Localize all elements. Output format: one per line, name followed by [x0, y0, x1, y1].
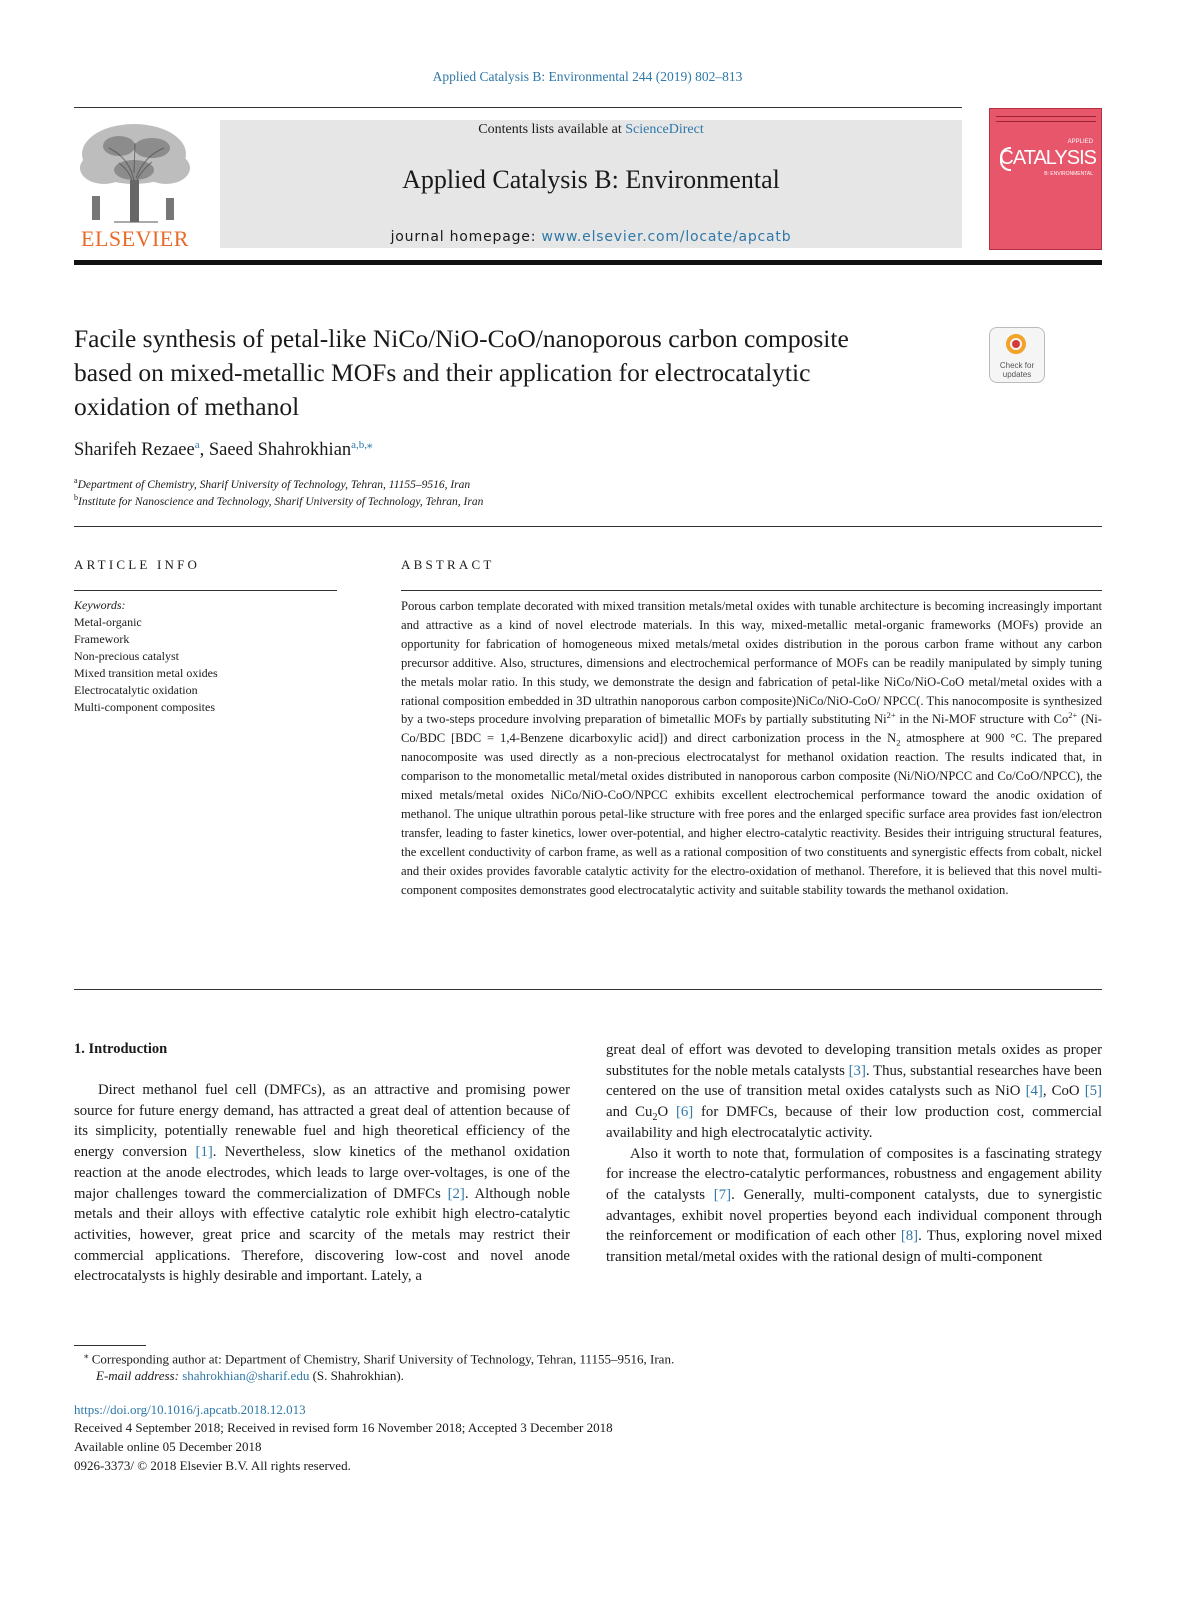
sciencedirect-link[interactable]: ScienceDirect — [625, 122, 704, 137]
keyword: Electrocatalytic oxidation — [74, 683, 198, 697]
check-for-updates-button[interactable] — [989, 327, 1045, 383]
intro-subscript: 2 — [652, 1112, 658, 1124]
doi-link[interactable] — [74, 1402, 306, 1418]
tree-icon — [74, 118, 196, 226]
check-label-1: Check for — [999, 361, 1035, 370]
footnote-rule — [74, 1345, 146, 1346]
title-line-2: based on mixed-metallic MOFs and their application for electrocatalytic — [74, 358, 811, 387]
journal-cover-thumbnail[interactable] — [989, 108, 1102, 250]
intro-text: . Thus, exploring novel mixed transition metal/metal oxides with the rational design of multi-component — [606, 1228, 1103, 1266]
keyword: Mixed transition metal oxides — [74, 666, 218, 680]
intro-text: . Although noble metals and their alloys with effective catalytic role exhibit high electro-catalytic activities, however, great price and scarcity of the metals may restrict their commercial applications. Therefore, discovering low-cost and novel anode electrocatalysts is highly desirable and important. Lately, a — [74, 1185, 570, 1285]
keywords-label: Keywords: — [74, 598, 126, 612]
title-line-1: Facile synthesis of petal-like NiCo/NiO-CoO/nanoporous carbon composite — [74, 324, 849, 353]
ref-link-4[interactable]: [4] — [1025, 1083, 1043, 1100]
intro-paragraph-1 — [74, 1080, 570, 1287]
journal-title: Applied Catalysis B: Environmental — [402, 165, 780, 194]
intro-text: Direct methanol fuel cell (DMFCs), as an attractive and promising power source for future energy demand, has attracted a great deal of attention because of its simplicity, potentially renewable fuel and high theoretical efficiency of the energy conversion — [74, 1082, 570, 1161]
keyword: Framework — [74, 632, 130, 646]
corresponding-star[interactable]: ⁎ — [367, 439, 373, 451]
abstract-heading: ABSTRACT — [401, 557, 495, 572]
cover-subtitle: B: ENVIRONMENTAL — [1044, 171, 1093, 177]
keyword: Multi-component composites — [74, 700, 215, 714]
ref-link-2[interactable]: [2] — [447, 1185, 465, 1202]
article-title — [74, 322, 974, 424]
intro-text: . Nevertheless, slow kinetics of the methanol oxidation reaction at the anode electrodes, which leads to large over-voltages, is one of the major challenges toward the commercialization of DMFCs — [74, 1144, 570, 1202]
corresponding-footnote — [84, 1350, 674, 1367]
intro-text: , CoO — [1042, 1083, 1085, 1100]
abstract-text-3: (Ni-Co/BDC [BDC = 1,4-Benzene dicarboxylic acid]) and direct carbonization process in the N — [401, 712, 1102, 746]
abstract-sup-2: 2+ — [1068, 710, 1078, 721]
cover-title: CATALYSIS — [999, 147, 1096, 169]
copyright: 0926-3373/ © 2018 Elsevier B.V. All rights reserved. — [74, 1458, 351, 1473]
elsevier-tree-logo — [74, 118, 196, 252]
affiliation-a — [74, 476, 470, 491]
header-thick-rule — [74, 260, 1102, 265]
crossmark-center-icon — [1012, 340, 1020, 348]
cover-applied-label: APPLIED — [1067, 139, 1093, 145]
abstract-body — [401, 597, 1102, 900]
abstract-bottom-rule — [74, 989, 1102, 990]
email-suffix: (S. Shahrokhian). — [309, 1368, 404, 1383]
ref-link-7[interactable]: [7] — [713, 1186, 732, 1203]
intro-text: . Generally, multi-component catalysts, due to synergistic advantages, exhibit novel properties beyond each individual component through the reinforcement or modification of each other — [606, 1186, 1102, 1245]
affil-b-label: b — [74, 493, 78, 502]
ref-link-3[interactable]: [3] — [848, 1062, 866, 1079]
ref-link-6[interactable]: [6] — [675, 1104, 694, 1121]
affil-a-text: Department of Chemistry, Sharif University of Technology, Tehran, 11155–9516, Iran — [77, 478, 471, 491]
affil-a-label: a — [74, 476, 78, 485]
keyword: Non-precious catalyst — [74, 649, 179, 663]
author-1-affil[interactable]: a — [194, 439, 200, 451]
abstract-text-2: in the Ni-MOF structure with Co — [895, 712, 1069, 727]
author-1[interactable]: Sharifeh Rezaee — [74, 440, 195, 461]
affiliation-b — [74, 493, 483, 508]
intro-text: . Thus, substantial researches have been centered on the use of transition metal oxides catalysts such as NiO — [606, 1062, 1103, 1100]
author-2[interactable]: Saeed Shahrokhian — [208, 440, 352, 461]
doi-anchor[interactable]: https://doi.org/10.1016/j.apcatb.2018.12.013 — [74, 1402, 306, 1417]
available-online: Available online 05 December 2018 — [74, 1439, 262, 1454]
footnote-star: ⁎ — [84, 1350, 89, 1360]
abstract-text-1: Porous carbon template decorated with mixed transition metals/metal oxides with tunable architecture is becoming increasingly important and attractive as a kind of novel electrode materials. In this way, mixed-metallic metal-organic frameworks (MOFs) provide an opportunity for fabrication of homogeneous mixed metals/metal oxides distribution in the porous carbon frame without any carbon precursor additive. Also, structures, dimensions and electrochemical performance of MOFs can be readily manipulated by simply tuning the metals molar ratio. In this study, we demonstrate the design and fabrication of petal-like NiCo/NiO-CoO metal/metal oxides with a rational composition embedded in 3D ultrathin nanoporous carbon composite)NiCo/NiO-CoO/ NPCC(. This nanocomposite is synthesized by a two-steps procedure involving preparation of bimetallic MOFs by partially substituting Ni — [401, 599, 1102, 727]
email-link[interactable]: shahrokhian@sharif.edu — [182, 1368, 310, 1383]
abstract-sub-1: 2 — [896, 737, 901, 748]
intro-paragraph-continued — [606, 1040, 1102, 1144]
ref-link-8[interactable]: [8] — [900, 1228, 919, 1245]
intro-text: great deal of effort was devoted to developing transition metals oxides as proper substitutes for the noble metals catalysts — [606, 1042, 1102, 1079]
intro-left-column — [74, 1080, 570, 1287]
homepage-link[interactable]: www.elsevier.com/locate/apcatb — [541, 229, 792, 245]
intro-text: O — [657, 1104, 676, 1121]
ref-link-5[interactable]: [5] — [1084, 1083, 1102, 1100]
authors-rule — [74, 526, 1102, 527]
author-list — [74, 438, 373, 461]
article-info-rule — [74, 590, 337, 591]
intro-right-column — [606, 1040, 1102, 1268]
intro-text: for DMFCs, because of their low production cost, commercial availability and high electrocatalytic activity. — [606, 1104, 1102, 1141]
introduction-heading: 1. Introduction — [74, 1041, 168, 1057]
abstract-rule — [401, 590, 1102, 591]
email-label: E-mail address: — [96, 1368, 183, 1383]
footnote-text: Corresponding author at: Department of Chemistry, Sharif University of Technology, Tehran, 11155–9516, Iran. — [88, 1351, 675, 1367]
check-label — [990, 361, 1044, 379]
author-separator: , — [199, 440, 209, 461]
abstract-sup-1: 2+ — [886, 710, 896, 721]
homepage-line — [220, 229, 962, 245]
author-2-affil[interactable]: a,b, — [351, 439, 368, 451]
contents-prefix: Contents lists available at — [478, 122, 626, 137]
affil-b-text: Institute for Nanoscience and Technology, Sharif University of Technology, Tehran, Iran — [78, 495, 484, 508]
check-label-2: updates — [1002, 370, 1032, 379]
journal-banner — [220, 120, 962, 248]
ref-link-1[interactable]: [1] — [195, 1144, 213, 1161]
abstract-text-4: atmosphere at 900 °C. The prepared nanocomposite was used directly as a non-precious electrocatalyst for methanol oxidation reaction. The results indicated that, in comparison to the monometallic metal/metal oxides distributed in nanoporous carbon composite (Ni/NiO/NPCC and Co/CoO/NPCC), the mixed metals/metal oxides NiCo/NiO-CoO/NPCC exhibits excellent electrochemical performance toward the anodic oxidation of methanol. The unique ultrathin porous petal-like structure with free pores and the enlarged specific surface area provides fast ion/electron transfer, leading to faster kinetics, lower over-potential, and higher electro-catalytic reactivity. Besides their intriguing structural features, the excellent conductivity of carbon frame, as well as a rational composition of two constituents and synergistic effects from cobalt, nickel and their oxides provides favorable catalytic activity for the electro-oxidation of methanol. Therefore, it is believed that this novel multi-component composites demonstrates good electrocatalytic activity and suitable stability towards the methanol oxidation. — [401, 731, 1103, 897]
journal-citation[interactable]: Applied Catalysis B: Environmental 244 (2019) 802–813 — [432, 69, 743, 84]
contents-line — [220, 122, 962, 138]
keyword: Metal-organic — [74, 615, 142, 629]
received-dates: Received 4 September 2018; Received in revised form 16 November 2018; Accepted 3 December 2018 — [74, 1420, 613, 1435]
title-line-3: oxidation of methanol — [74, 392, 300, 421]
header-rule — [74, 107, 962, 108]
cover-header-lines — [996, 116, 1096, 122]
intro-text: and Cu — [606, 1104, 653, 1121]
article-info-heading: ARTICLE INFO — [74, 557, 201, 572]
homepage-prefix: journal homepage: — [390, 229, 542, 245]
elsevier-wordmark: ELSEVIER — [81, 226, 189, 251]
keywords-list — [74, 614, 218, 716]
intro-paragraph-2 — [606, 1144, 1102, 1268]
email-footnote — [96, 1368, 404, 1384]
intro-text: Also it worth to note that, formulation of composites is a fascinating strategy for increase the electro-catalytic performances, robustness and engagement ability of the catalysts — [606, 1145, 1102, 1203]
